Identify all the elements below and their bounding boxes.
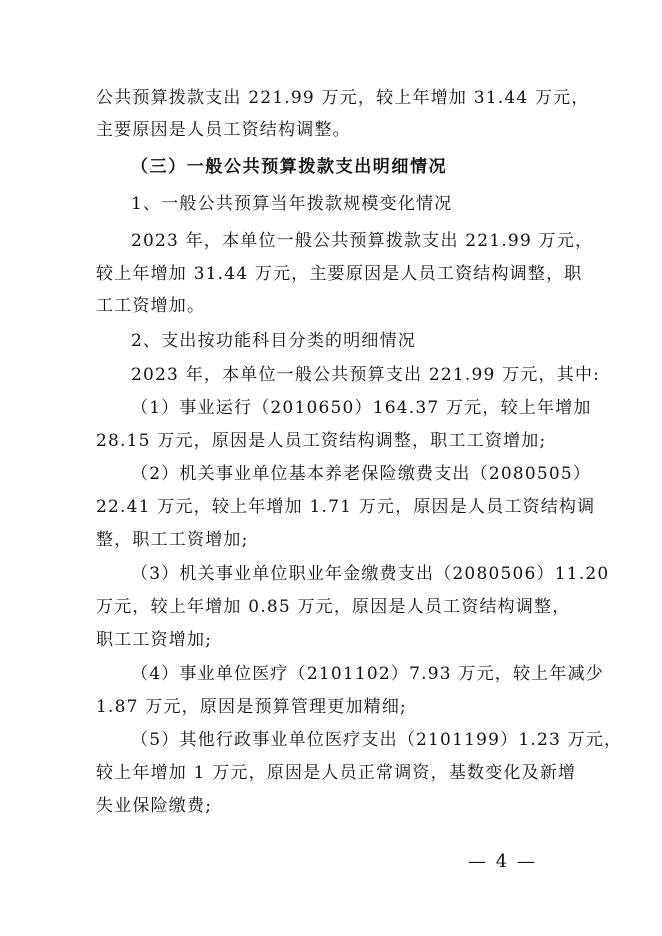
- list-item-2-line-1: （2）机关事业单位基本养老保险缴费支出（2080505）: [131, 464, 592, 484]
- list-item-3-line-3: 职工工资增加;: [96, 630, 213, 650]
- paragraph-line-2: 主要原因是人员工资结构调整。: [96, 120, 351, 140]
- list-item-4-line-1: （4）事业单位医疗（2101102）7.93 万元，较上年减少: [131, 664, 604, 684]
- paragraph-line-4: 较上年增加 31.44 万元，主要原因是人员工资结构调整，职: [96, 264, 583, 284]
- list-item-3-line-1: （3）机关事业单位职业年金缴费支出（2080506）11.20: [131, 564, 610, 584]
- subheading-2: 2、支出按功能科目分类的明细情况: [131, 331, 417, 351]
- paragraph-line-5: 工工资增加。: [96, 296, 206, 316]
- list-item-1-line-2: 28.15 万元，原因是人员工资结构调整，职工工资增加;: [96, 431, 547, 451]
- list-item-4-line-2: 1.87 万元，原因是预算管理更加精细;: [96, 697, 407, 717]
- subheading-1: 1、一般公共预算当年拨款规模变化情况: [131, 194, 453, 214]
- paragraph-line-1: 公共预算拨款支出 221.99 万元，较上年增加 31.44 万元，: [96, 88, 590, 108]
- list-item-5-line-2: 较上年增加 1 万元，原因是人员正常调资，基数变化及新增: [96, 763, 577, 783]
- list-item-5-line-3: 失业保险缴费;: [96, 796, 213, 816]
- list-item-2-line-3: 整，职工工资增加;: [96, 530, 249, 550]
- section-heading: （三）一般公共预算拨款支出明细情况: [131, 157, 448, 177]
- list-item-3-line-2: 万元，较上年增加 0.85 万元，原因是人员工资结构调整，: [96, 597, 571, 617]
- paragraph-line-6: 2023 年，本单位一般公共预算支出 221.99 万元，其中:: [131, 365, 601, 385]
- paragraph-line-3: 2023 年，本单位一般公共预算拨款支出 221.99 万元，: [131, 231, 594, 251]
- list-item-2-line-2: 22.41 万元，较上年增加 1.71 万元，原因是人员工资结构调: [96, 497, 596, 517]
- list-item-1-line-1: （1）事业运行（2010650）164.37 万元，较上年增加: [131, 398, 592, 418]
- page-number: — 4 —: [468, 851, 537, 872]
- list-item-5-line-1: （5）其他行政事业单位医疗支出（2101199）1.23 万元，: [131, 730, 623, 750]
